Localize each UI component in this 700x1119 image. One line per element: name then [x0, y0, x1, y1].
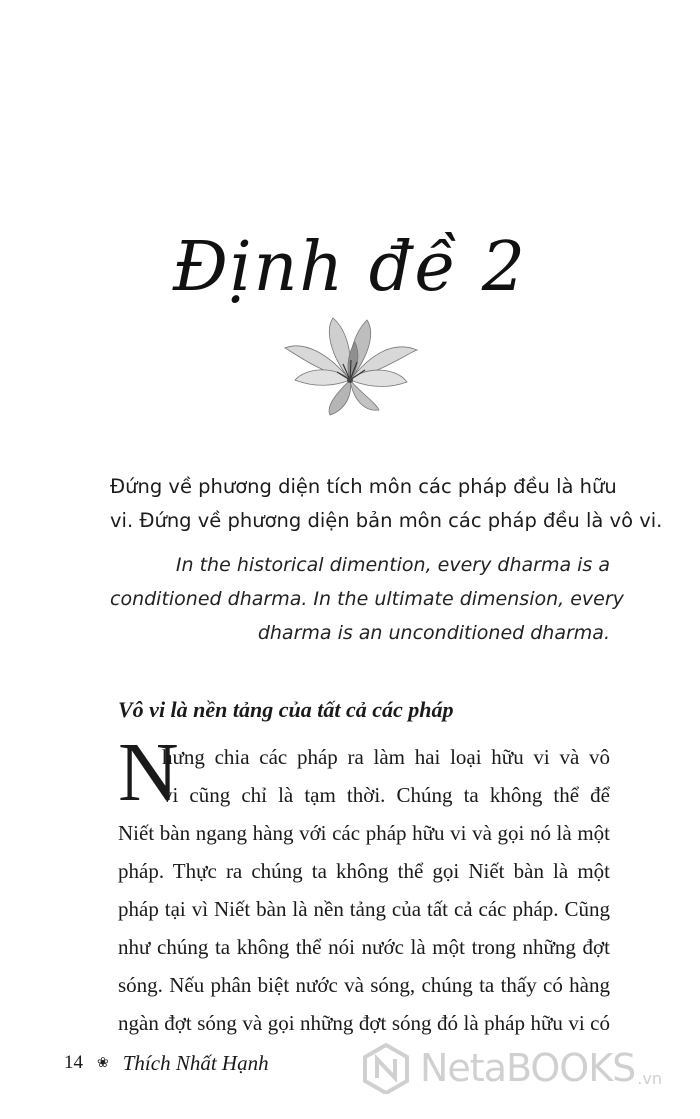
watermark — [360, 1038, 690, 1098]
chapter-title: Định đề 2 — [172, 228, 528, 307]
page-number: 14 — [64, 1052, 83, 1073]
paragraph-line: pháp. Thực ra chúng ta không thể gọi Niết bàn là một — [118, 859, 610, 883]
flower-ornament-icon: ❀ — [97, 1055, 109, 1071]
quote-line: dharma is an unconditioned dharma. — [257, 622, 610, 644]
paragraph-line: hưng chia các pháp ra làm hai loại hữu vi và vô — [162, 745, 610, 769]
quote-line: vi. Đứng về phương diện bản môn các pháp đều là vô vi. — [110, 509, 663, 532]
paragraph-line: ngàn đợt sóng và gọi những đợt sóng đó là pháp hữu vi có — [118, 1011, 610, 1035]
quote-line: conditioned dharma. In the ultimate dimension, every — [110, 588, 624, 610]
paragraph-line: vi cũng chỉ là tạm thời. Chúng ta không thể để — [162, 783, 610, 807]
body-paragraph — [118, 738, 610, 1042]
author-name: Thích Nhất Hạnh — [122, 1050, 269, 1075]
lotus-illustration — [275, 310, 425, 420]
english-quote — [110, 548, 624, 650]
watermark-suffix: .vn — [637, 1069, 662, 1088]
paragraph-line: Niết bàn ngang hàng với các pháp hữu vi và gọi nó là một — [118, 821, 610, 845]
vietnamese-quote — [110, 470, 663, 538]
drop-cap: N — [118, 726, 179, 819]
watermark-text: NetaBOOKS — [420, 1046, 636, 1090]
paragraph-line: sóng. Nếu phân biệt nước và sóng, chúng ta thấy có hàng — [118, 973, 610, 997]
section-heading: Vô vi là nền tảng của tất cả các pháp — [118, 697, 454, 722]
paragraph-line: pháp tại vì Niết bàn là nền tảng của tất cả các pháp. Cũng — [118, 897, 610, 921]
paragraph-line: như chúng ta không thể nói nước là một trong những đợt — [118, 935, 610, 959]
quote-line: In the historical dimention, every dharma is a — [175, 554, 610, 576]
page-footer — [64, 1048, 269, 1078]
quote-line: Đứng về phương diện tích môn các pháp đều là hữu — [110, 475, 617, 498]
netabooks-logo-icon — [360, 1042, 412, 1094]
